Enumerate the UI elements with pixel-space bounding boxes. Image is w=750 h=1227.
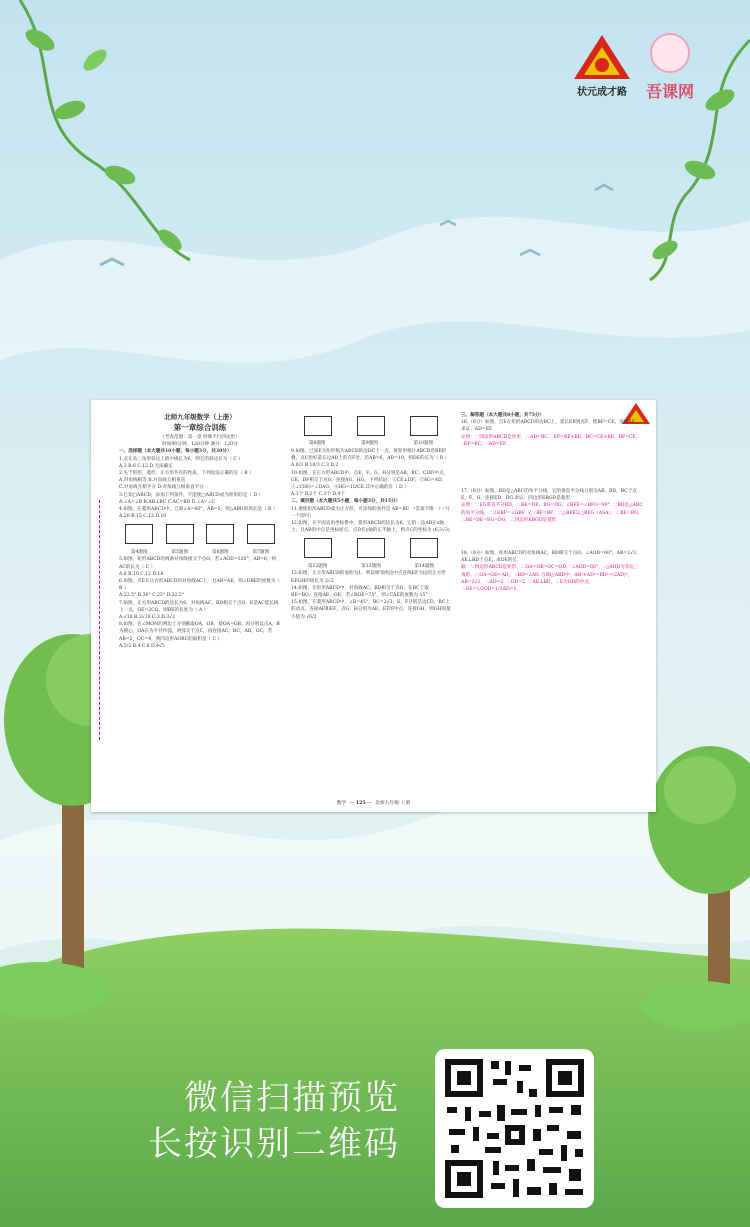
- question-13: 13.如图，正方形ABCD的面积为1，则以相邻两边中点连线EF为边的正方形EFGH的周长为 2√2: [291, 571, 446, 584]
- question-1: 1.点在角三角形斜边上的中线长为6，则它的斜边长为（ C ）: [119, 456, 243, 462]
- question-3-options: A.∠A=∠B B.AB⊥BC C.AC=BD D.∠A=∠C: [119, 499, 216, 505]
- figure-8: [304, 416, 332, 436]
- wukewang-logo-text: 吾课网: [645, 82, 694, 101]
- question-2-options-b: C.对角线互相平分 D.对角线互相垂直平分: [119, 485, 204, 491]
- figure-17: [461, 524, 643, 550]
- zhuangyuan-emblem-icon: [572, 33, 632, 83]
- question-8-options: A.5/2 B.4 C.8 D.4√5: [119, 643, 165, 649]
- worksheet-title: 第一章综合训练: [173, 423, 227, 432]
- long-press-qr-text: 长按识别二维码: [148, 1124, 400, 1164]
- binding-margin: [99, 500, 114, 740]
- footer-edition: 北师九年级·上册: [375, 801, 411, 806]
- section-2-heading: 二、填空题（本大题共5小题，每小题3分，共15分）: [291, 499, 401, 505]
- zhuangyuan-logo: [572, 33, 632, 99]
- figure-captions-1: [119, 548, 281, 556]
- figure-caption: 第7题图: [252, 549, 270, 555]
- figure-caption: 第13题图: [361, 563, 381, 569]
- question-16: 16.（8分）如图，点E在矩形ABCD的边BC上，延长EB到点F，使BF=CE，连接AF，求证：AD=EF.: [461, 420, 640, 433]
- worksheet-column-1: [119, 412, 281, 650]
- question-7-options: A.√10 B.2√10 C.3 D.3√2: [119, 615, 175, 621]
- worksheet-column-3: [461, 412, 643, 593]
- question-5: 5.如图，矩形ABCD的两条对角线相交于点O，若∠AOD=120°，AB=6，则AC的长为（ C ）: [119, 557, 276, 570]
- question-18: 18.（8分）如图，矩形ABCD的对角线AC，BD相交于点O，∠AOD=60°，AB=2√3，AE⊥BD于点E，求OE的长.: [461, 551, 641, 564]
- question-2: 2.关于矩形，菱形，正方形共有的性质，下列说法正确的是（ B ）: [119, 471, 254, 477]
- worksheet-column-2: [291, 412, 451, 621]
- worksheet-header: 北师九年级数学（上册）: [164, 413, 236, 421]
- figure-7: [247, 524, 275, 544]
- question-3: 3.已知□ABCD，添加下列条件，不能使□ABCD成为矩形的是（ D ）: [119, 492, 264, 498]
- figure-4: [125, 524, 153, 544]
- figure-6: [206, 524, 234, 544]
- wookey-mascot-icon: [650, 33, 690, 73]
- figure-caption: 第4题图: [130, 549, 148, 555]
- question-17: 17.（8分）如图，BD是△ABC的角平分线，它的垂直平分线分别交AB，BD，BC于点E，F，G，连接ED，DG.求证：四边形EBGD是菱形.: [461, 489, 637, 502]
- figure-10: [410, 416, 438, 436]
- figure-caption: 第6题图: [211, 549, 229, 555]
- question-15: 15.如图，在菱形ABCD中，∠B=45°，BC=2√3，E，F分别是边CD，BC上的动点，连接AE和EF，点G，H分别为AE，EF的中点，连接GH，则GH的最小值为 √6/2: [291, 600, 451, 620]
- question-11: 11.要使矩形ABCD成为正方形，可添加的条件是 AB=BC （答案不唯一）（写一个即可）: [291, 506, 450, 519]
- question-12: 12.如图，在平面直角坐标系中，菱形ABCD的边长为6，它的一边AB在x轴上，且AB的中点是坐标原点，点D在y轴的正半轴上，则点C的坐标为 (6,3√3): [291, 521, 450, 534]
- scan-instructions: [60, 1075, 400, 1167]
- worksheet-footer: 数学 — 125 — 北师九年级·上册: [336, 800, 411, 806]
- question-6: 6.如图，点E在正方形ABCD的对角线AC上，且AB=AE，则∠DBE的度数为（ B ）: [119, 579, 281, 592]
- footer-page-number: 125: [355, 800, 366, 806]
- figure-row-2: [291, 412, 451, 440]
- figure-row-3: [291, 534, 451, 562]
- question-6-options: A.22.5° B.30° C.25° D.22.5°: [119, 593, 185, 599]
- figure-caption: 第8题图: [308, 441, 326, 447]
- question-1-options: A.3 B.6 C.12 D.无法确定: [119, 463, 173, 469]
- figure-captions-3: [291, 562, 451, 570]
- question-14: 14.如图，在矩形ABCD中，对角线AC，BD相交于点O，在BC上取BE=BO，连接AE，OE，若∠BOE=75°，则∠CAE的度数为 15°: [291, 585, 429, 599]
- answer-16: 证明：∵四边形ABCD是矩形，∴AD=BC. ∵EF=BF+BE，BC=CE+BE，BF=CE，∴EF=BC，∴AD=EF.: [461, 434, 641, 447]
- wukewang-logo: [640, 33, 700, 99]
- worksheet-meta: （考查范围：第一章 特殊平行四边形）: [160, 435, 240, 440]
- question-10: 10.如图，在正方形ABCD中，点E，F，G，H分别是AB，BC，CD的中点，CE，DF相交于点G，连接AG，HG，下列结论：①CE⊥DF；②AG=AD；③∠CHG=∠DAG；④HG=1/2CE.其中正确的有（ D ）: [291, 470, 449, 491]
- worksheet-preview[interactable]: [91, 400, 656, 812]
- figure-16: [461, 448, 643, 488]
- answer-17: 证明：∵EG垂直平分BD，∴BE=DE，BG=DG，∠BFE=∠BFG=90°. ∵BD是△ABC的角平分线，∴∠EBF=∠GBF. 又∵BF=BF，∴△BFE≌△BFG（ASA），∴BE=BG，∴BE=DE=BG=DG，∴四边形EBGD是菱形.: [461, 503, 643, 523]
- figure-5: [166, 524, 194, 544]
- figure-row-1: [119, 520, 281, 548]
- worksheet-time: 时间90分钟，120分钟 满分：120分: [162, 442, 238, 448]
- question-4-options: A.20 B.15 C.12 D.10: [119, 514, 167, 520]
- figure-caption: 第12题图: [307, 563, 328, 569]
- question-4: 4.如图，在菱形ABCD中，已知∠A=60°，AB=5，则△ABD的周长是（ B ）: [119, 507, 278, 513]
- figure-14: [410, 538, 438, 558]
- question-2-options-a: A.对角线相等 B.对角线互相垂直: [119, 478, 186, 484]
- figure-caption: 第9题图: [361, 441, 378, 447]
- qr-code[interactable]: [435, 1049, 594, 1208]
- section-1-heading: 一、选择题（本大题共10小题，每小题3分，共30分）: [119, 449, 232, 455]
- section-3-heading: 三、解答题（本大题共8小题，共75分）: [461, 413, 545, 418]
- figure-caption: 第10题图: [413, 441, 434, 447]
- question-7: 7.如图，正方形ABCD的边长为6，对角线AC，BD相交于点O，E是AC延长线上一点，OE=2CO，则BE的长度为（ A ）: [119, 600, 279, 613]
- figure-caption: 第5题图: [171, 549, 189, 555]
- figure-caption: 第14题图: [414, 563, 435, 569]
- footer-subject: 数学: [336, 801, 347, 806]
- figure-9: [357, 416, 385, 436]
- figure-captions-2: [291, 440, 451, 448]
- question-9-options: A.8/3 B.10/3 C.3 D.2: [291, 463, 339, 469]
- figure-12: [304, 538, 332, 558]
- figure-13: [357, 538, 385, 558]
- question-10-options: A.1个 B.2个 C.3个 D.4个: [291, 492, 345, 498]
- question-8: 8.如图，在∠MON的两边上分别截取OA，OB，使OA=OB；再分别以点A，B为圆心，OA长为半径作弧，两弧交于点C，再连接AC，BC，AB，OC，若AB=2，OC=4，则四边形AOBC的面积是（ C ）: [119, 622, 280, 642]
- scan-preview-text: 微信扫描预览: [184, 1078, 400, 1118]
- question-9: 9.如图，已知E为矩形纸片ABCD的边DC上一点，将矩形纸片ABCD沿BE折叠，点C恰好落在边AD上的点F处，若AB=6，AD=10，则DE的长为（ B ）: [291, 449, 450, 462]
- qr-code-icon: [435, 1049, 594, 1208]
- zhuangyuan-logo-text: 状元成才路: [577, 87, 627, 98]
- question-5-options: A.8 B.10 C.12 D.18: [119, 571, 164, 577]
- answer-18: 解：∵四边形ABCD是矩形，∴OA=OB=OC=OD. ∵∠AOD=60°，∴△AOD为等边三角形，∴OA=OD=AD，∴BD=2AD. 在Rt△ABD中，AB²+AD²=BD²=(2AD)²，AB=2√3，∴AD=2. ∴OD=2. ∵AE⊥BD，∴E为OD的中点，∴OE=1/2OD=1/2AD=1.: [461, 565, 639, 593]
